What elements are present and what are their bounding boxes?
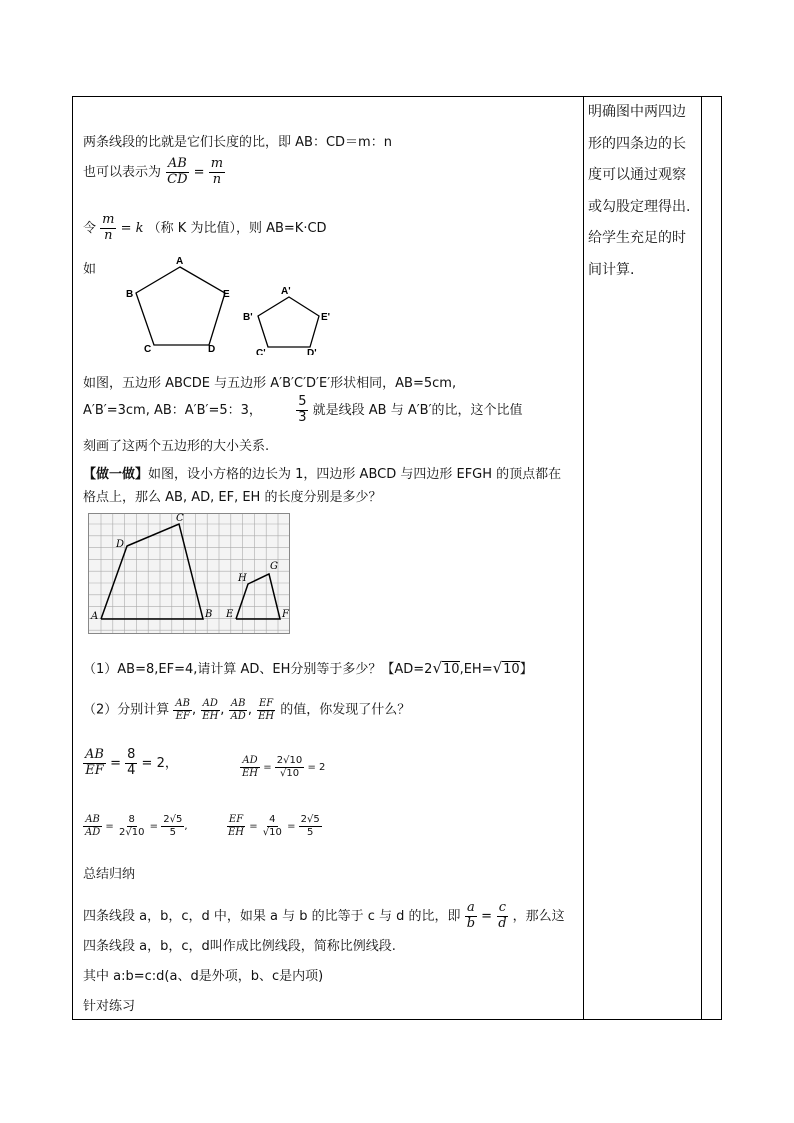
equation-3: $\frac{AB}{AD}$ = $\frac{8}{2√10}$ = $\frac{2√5}{5}$ , [85, 814, 188, 838]
text: A′B′=3cm, AB：A′B′=5：3， [83, 402, 262, 418]
fraction [299, 814, 322, 838]
fraction-ab-ad [229, 698, 248, 722]
equation-4: $\frac{EF}{EH}$ = $\frac{4}{√10}$ = $\frac{2√5}{5}$ [228, 814, 320, 838]
ratio-k-line [83, 213, 327, 244]
fraction [261, 814, 284, 838]
text: 就是线段 AB 与 A′B′的比，这个比值 [312, 402, 523, 418]
pentagon-para-2 [83, 395, 523, 426]
summary-line-2: 四条线段 a，b，c，d叫作成比例线段，简称比例线段. [83, 939, 396, 954]
denominator: EH [202, 710, 219, 722]
ru-text: 如 [83, 262, 97, 277]
denominator: n [104, 227, 113, 243]
text: （2）分别计算 [83, 702, 170, 718]
denominator: √10 [279, 767, 300, 779]
fraction-ab-ef [173, 698, 192, 722]
text: （1）AB=8,EF=4,请计算 AD、EH分别等于多少？【AD=2 [83, 662, 433, 677]
numerator: AD [202, 698, 218, 709]
denominator: 5 [169, 826, 176, 838]
numerator: 5 [298, 394, 307, 409]
pentagon-prime [258, 297, 319, 347]
result: = 2 [307, 762, 326, 773]
practice-title: 针对练习 [83, 999, 136, 1014]
column-divider [701, 97, 702, 1019]
note-line: 度可以通过观察 [588, 167, 686, 183]
numerator: 8 [127, 747, 136, 762]
fraction [117, 814, 146, 838]
label-f: F [282, 609, 289, 620]
numerator: 2√5 [163, 814, 183, 825]
fraction-a-b [465, 901, 477, 932]
equation-2: $\frac{AD}{EH}$ = $\frac{2√10}{√10}$ = 2 [242, 755, 326, 779]
numerator: m [102, 212, 115, 227]
text: 四条线段 a，b，c，d 中，如果 a 与 b 的比等于 c 与 d 的比，即 [83, 908, 461, 924]
denominator: EH [258, 710, 275, 722]
label-a: A [176, 256, 184, 267]
grid-figure [88, 513, 292, 635]
fraction-ad-eh [200, 698, 220, 722]
sqrt-sign: √ [492, 659, 503, 677]
note-line: 或勾股定理得出. [588, 198, 691, 215]
equals: = [193, 164, 205, 180]
denominator: 5 [307, 826, 314, 838]
fraction [125, 748, 137, 779]
denominator: 4 [127, 762, 136, 778]
label-a: A [91, 611, 99, 622]
denominator: CD [167, 171, 188, 187]
ratio-definition: 两条线段的比就是它们长度的比，即 AB：CD＝m：n [83, 135, 392, 150]
note-line: 形的四条边的长 [588, 135, 686, 152]
label-b: B [126, 289, 134, 300]
label-a-prime: A' [281, 286, 291, 297]
text: 也可以表示为 [83, 164, 162, 180]
label-c: C [144, 344, 152, 355]
fraction-m-n [100, 213, 116, 244]
numerator: AB [167, 156, 187, 171]
text: 的值，你发现了什么？ [280, 702, 411, 718]
grid-background [89, 514, 290, 634]
numerator: m [210, 156, 224, 171]
denominator: EH [228, 826, 245, 838]
result: = 2， [141, 755, 178, 771]
label-b: B [205, 609, 213, 620]
text: ，那么这 [512, 908, 565, 924]
fraction-ef-eh [256, 698, 276, 722]
fraction [226, 814, 246, 838]
label-g: G [270, 561, 278, 572]
numerator: AB [230, 698, 246, 709]
denominator: n [212, 171, 222, 187]
text: 】 [519, 662, 533, 677]
note-line: 明确图中两四边 [588, 104, 686, 120]
numerator: a [466, 900, 475, 915]
lesson-table [72, 96, 722, 1020]
denominator: AD [230, 710, 246, 722]
fraction [240, 755, 260, 779]
sqrt-value: 10 [503, 662, 520, 677]
numerator: 4 [269, 814, 276, 825]
equation-1: $\frac{AB}{EF}$ = $\frac{8}{4}$ = 2， [85, 747, 178, 778]
denominator: √10 [262, 826, 282, 838]
numerator: AB [85, 814, 100, 825]
column-divider [583, 97, 584, 1019]
denominator: AD [85, 826, 101, 838]
activity-line-2: 格点上，那么 AB, AD, EF, EH 的长度分别是多少？ [83, 490, 382, 505]
denominator: EH [242, 767, 259, 779]
fraction-m-n [209, 157, 225, 188]
fraction [161, 814, 184, 838]
pentagon-para-3: 刻画了这两个五边形的大小关系. [83, 439, 270, 454]
numerator: 8 [128, 814, 135, 825]
label-d-prime: D' [307, 348, 317, 355]
summary-title: 总结归纳 [83, 867, 136, 882]
label-e-prime: E' [321, 312, 331, 323]
label-b-prime: B' [243, 312, 253, 323]
text: ,EH= [459, 662, 493, 677]
label-h: H [238, 573, 247, 584]
fraction-c-d [496, 901, 508, 932]
activity-line-1 [83, 463, 561, 482]
pentagons-figure [113, 255, 333, 355]
label-e: E [226, 609, 234, 620]
note-line: 给学生充足的时 [588, 230, 686, 246]
activity-title: 【做一做】 [83, 467, 149, 482]
denominator: b [466, 915, 476, 931]
fraction-5-3 [296, 395, 308, 426]
numerator: AB [175, 698, 190, 709]
k-equals: = k [120, 220, 144, 236]
label-c: C [176, 513, 184, 524]
label-d: D [116, 539, 125, 550]
denominator: 3 [298, 409, 307, 425]
teaching-notes [588, 97, 696, 286]
fraction [275, 755, 304, 779]
numerator: AB [85, 747, 104, 762]
text: 如图，设小方格的边长为 1，四边形 ABCD 与四边形 EFGH 的顶点都在 [148, 467, 562, 482]
denominator: d [498, 915, 507, 931]
fraction-ab-cd [165, 157, 189, 188]
sqrt-value: 10 [443, 662, 460, 677]
summary-line-3: 其中 a:b=c:d(a、d是外项，b、c是内项) [83, 969, 324, 984]
label-c-prime: C' [256, 348, 266, 355]
numerator: 2√10 [276, 755, 303, 766]
summary-line-1: 四条线段 a，b，c，d 中，如果 a 与 b 的比等于 c 与 d 的比，即 $\frac{a}{b}$ = $\frac{c}{d}$ ，那么这 [83, 900, 565, 931]
text: 令 [83, 220, 97, 236]
denominator: EF [85, 762, 104, 778]
numerator: EF [228, 814, 244, 825]
fraction [83, 814, 102, 838]
numerator: EF [258, 698, 274, 709]
numerator: AD [242, 755, 258, 766]
fraction [83, 748, 106, 779]
denominator: EF [175, 710, 190, 722]
question-1 [83, 658, 533, 677]
label-d: D [208, 344, 216, 355]
note-line: 间计算. [588, 261, 635, 278]
numerator: 2√5 [300, 814, 320, 825]
sqrt-sign: √ [432, 659, 443, 677]
numerator: c [498, 900, 506, 915]
text: （称 K 为比值），则 AB=K·CD [147, 220, 327, 236]
ratio-fraction-line [83, 157, 225, 188]
denominator: 2√10 [119, 826, 145, 838]
question-2: （2）分别计算 $\frac{AB}{EF}$ , $\frac{AD}{EH}$ , $\frac{AB}{AD}$ , $\frac{EF}{EH}$ 的值，你发现了什么？ [83, 698, 411, 722]
pentagon-abcde [136, 267, 225, 345]
label-e: E [223, 289, 230, 300]
pentagon-para-1: 如图，五边形 ABCDE 与五边形 A′B′C′D′E′形状相同，AB=5cm, [83, 376, 457, 391]
